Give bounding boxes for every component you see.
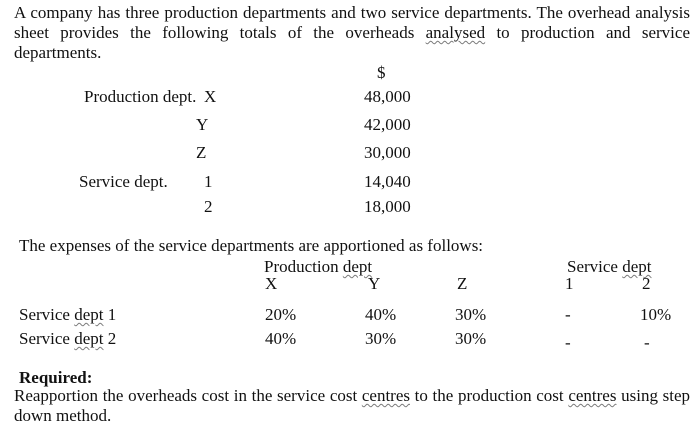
cell-sd2-z: 30% bbox=[455, 329, 487, 348]
cell-sd2-x: 40% bbox=[265, 329, 297, 348]
apportion-intro: The expenses of the service departments are apportioned as follows: bbox=[19, 236, 484, 255]
cell-sd1-x: 20% bbox=[265, 305, 297, 324]
col-header-1: 1 bbox=[565, 274, 574, 293]
dept-1-label: 1 bbox=[204, 172, 213, 191]
cell-sd2-y: 30% bbox=[365, 329, 397, 348]
underlined-word: analysed bbox=[425, 23, 486, 42]
cell-sd1-1: - bbox=[565, 305, 571, 324]
dept-2-amount: 18,000 bbox=[364, 197, 411, 216]
col-header-z: Z bbox=[457, 274, 468, 293]
dept-z-label: Z bbox=[196, 143, 207, 162]
cell-sd2-2: - bbox=[644, 333, 650, 352]
col-header-y: Y bbox=[368, 274, 381, 293]
dept-y-amount: 42,000 bbox=[364, 115, 411, 134]
cell-sd1-z: 30% bbox=[455, 305, 487, 324]
row-label-service-dept-2: Service dept 2 bbox=[19, 329, 117, 348]
service-dept-label: Service dept. bbox=[79, 172, 168, 191]
production-dept-label: Production dept. bbox=[84, 87, 197, 106]
dept-x-label: X bbox=[204, 87, 217, 106]
service-dept-header: Service dept bbox=[567, 257, 652, 276]
dept-2-label: 2 bbox=[204, 197, 213, 216]
dept-1-amount: 14,040 bbox=[364, 172, 411, 191]
row-label-service-dept-1: Service dept 1 bbox=[19, 305, 117, 324]
dept-z-amount: 30,000 bbox=[364, 143, 411, 162]
currency-header: $ bbox=[377, 63, 386, 82]
col-header-x: X bbox=[265, 274, 278, 293]
intro-paragraph: A company has three production departments and two service departments. The overhead analysis sheet provides the following totals of the overheads analysed to production and service departments. bbox=[14, 3, 690, 62]
production-dept-header: Production dept bbox=[264, 257, 373, 276]
dept-x-amount: 48,000 bbox=[364, 87, 411, 106]
required-heading: Required: bbox=[19, 368, 93, 387]
col-header-2: 2 bbox=[642, 274, 651, 293]
cell-sd1-y: 40% bbox=[365, 305, 397, 324]
cell-sd2-1: - bbox=[565, 333, 571, 352]
dept-y-label: Y bbox=[196, 115, 209, 134]
required-text: Reapportion the overheads cost in the service cost centres to the production cost centres using step down method. bbox=[14, 386, 690, 425]
cell-sd1-2: 10% bbox=[640, 305, 672, 324]
